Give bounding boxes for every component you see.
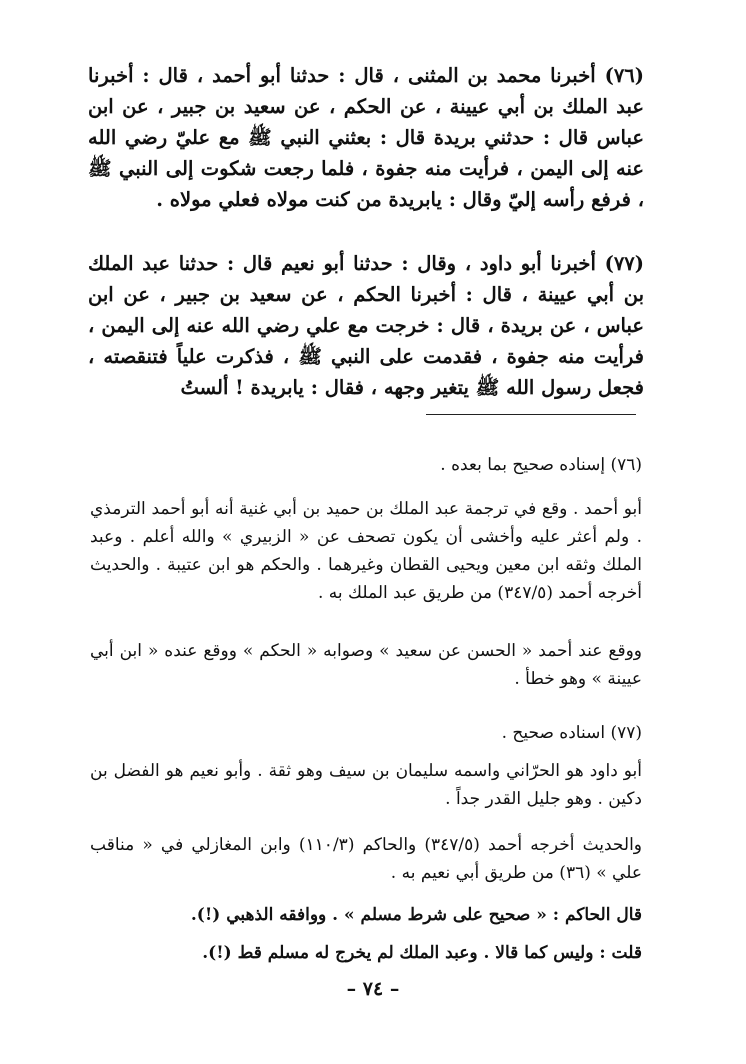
- footnote-separator: [426, 414, 636, 415]
- note-77-hakim-quote: قال الحاكم : « صحيح على شرط مسلم » . ووافقه الذهبي (!).: [190, 905, 642, 925]
- page-number: – ٧٤ –: [346, 978, 400, 1000]
- hadith-76: (٧٦) أخبرنا محمد بن المثنى ، قال : حدثنا أبو أحمد ، قال : أخبرنا عبد الملك بن أبي عيينة ، عن الحكم ، عن سعيد بن جبير ، عن ابن عباس قال : حدثني بريدة قال : بعثني النبي ﷺ مع عليّ رضي الله عنه إلى اليمن ، فرأيت منه جفوة ، فلما رجعت شكوت إلى النبي ﷺ ، فرفع رأسه إليّ وقال : يابريدة من كنت مولاه فعلي مولاه .: [88, 63, 644, 211]
- note-77-paragraph-2: والحديث أخرجه أحمد (٣٤٧/٥) والحاكم (١١٠/٣) وابن المغازلي في « مناقب علي » (٣٦) من طريق أبي نعيم به .: [90, 835, 643, 883]
- hadith-77: (٧٧) أخبرنا أبو داود ، وقال : حدثنا أبو نعيم قال : حدثنا عبد الملك بن أبي عيينة ، قال : أخبرنا الحكم ، عن سعيد بن جبير ، عن ابن عباس ، عن بريدة ، قال : خرجت مع علي رضي الله عنه إلى اليمن ، فرأيت منه جفوة ، فقدمت على النبي ﷺ ، فذكرت علياً فتنقصته ، فجعل رسول الله ﷺ يتغير وجهه ، فقال : يابريدة ! ألستُ: [88, 251, 644, 399]
- note-76-paragraph-1: أبو أحمد . وقع في ترجمة عبد الملك بن حميد بن أبي غنية أنه أبو أحمد الترمذي . ولم أعثر عليه وأخشى أن يكون تصحف عن « الزبيري » والله أعلم . وعبد الملك وثقه ابن معين ويحيى القطان وغيرهما . والحكم هو ابن عتيبة . والحديث أخرجه أحمد (٣٤٧/٥) من طريق عبد الملك به .: [90, 499, 642, 603]
- note-76-paragraph-2: ووقع عند أحمد « الحسن عن سعيد » وصوابه « الحكم » ووقع عنده « ابن أبي عيينة » وهو خطأ .: [90, 641, 642, 689]
- note-77-heading: (٧٧) اسناده صحيح .: [501, 723, 642, 743]
- note-76-heading: (٧٦) إسناده صحيح بما بعده .: [440, 455, 642, 475]
- note-77-author-comment: قلت : وليس كما قالا . وعبد الملك لم يخرج له مسلم قط (!).: [202, 943, 642, 963]
- note-77-paragraph-1: أبو داود هو الحرّاني واسمه سليمان بن سيف وهو ثقة . وأبو نعيم هو الفضل بن دكين . وهو جليل القدر جداً .: [90, 761, 642, 809]
